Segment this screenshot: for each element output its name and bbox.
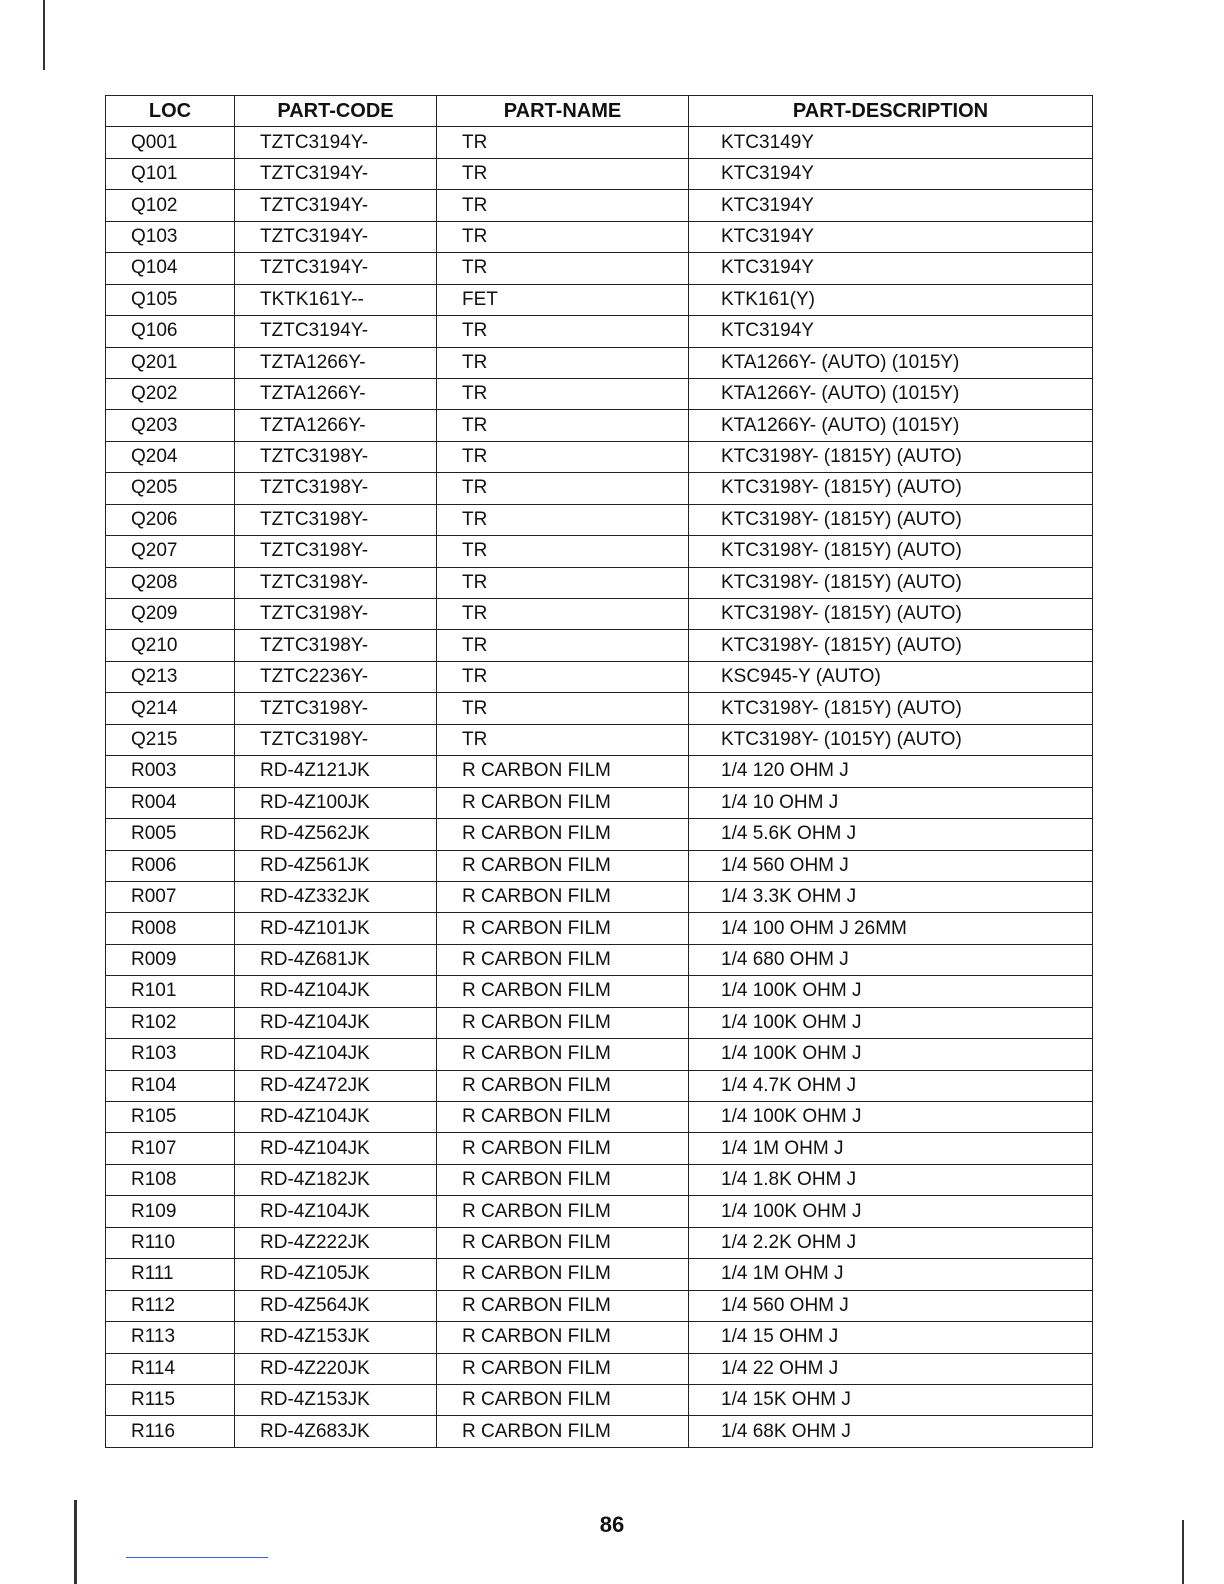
cell-part-description: KTA1266Y- (AUTO) (1015Y) (689, 347, 1093, 378)
cell-part-code: RD-4Z121JK (235, 756, 437, 787)
cell-part-description: 1/4 15 OHM J (689, 1322, 1093, 1353)
cell-part-description: KTC3198Y- (1815Y) (AUTO) (689, 536, 1093, 567)
cell-part-name: TR (437, 378, 689, 409)
cell-part-name: R CARBON FILM (437, 1102, 689, 1133)
cell-part-description: KTC3198Y- (1815Y) (AUTO) (689, 473, 1093, 504)
cell-loc: R113 (106, 1322, 235, 1353)
cell-part-name: TR (437, 504, 689, 535)
header-part-code: PART-CODE (235, 96, 437, 127)
cell-part-description: 1/4 2.2K OHM J (689, 1227, 1093, 1258)
table-row (106, 724, 1093, 755)
cell-part-code: RD-4Z104JK (235, 1039, 437, 1070)
table-row (106, 473, 1093, 504)
table-row (106, 410, 1093, 441)
table-row (106, 158, 1093, 189)
table-row (106, 284, 1093, 315)
cell-loc: Q001 (106, 127, 235, 158)
cell-loc: Q214 (106, 693, 235, 724)
page-number: 86 (599, 1512, 625, 1537)
cell-part-code: TZTC3198Y- (235, 724, 437, 755)
table-row (106, 1102, 1093, 1133)
cell-loc: R109 (106, 1196, 235, 1227)
cell-part-name: TR (437, 441, 689, 472)
cell-loc: Q203 (106, 410, 235, 441)
cell-part-description: 1/4 1M OHM J (689, 1259, 1093, 1290)
cell-loc: Q210 (106, 630, 235, 661)
cell-part-code: RD-4Z472JK (235, 1070, 437, 1101)
cell-loc: R112 (106, 1290, 235, 1321)
table-row (106, 944, 1093, 975)
cell-part-code: RD-4Z182JK (235, 1164, 437, 1195)
cell-part-code: RD-4Z153JK (235, 1384, 437, 1415)
cell-part-name: R CARBON FILM (437, 1227, 689, 1258)
cell-part-description: 1/4 100K OHM J (689, 1102, 1093, 1133)
table-body (106, 127, 1093, 1447)
cell-part-description: 1/4 3.3K OHM J (689, 881, 1093, 912)
cell-part-name: R CARBON FILM (437, 819, 689, 850)
cell-part-name: R CARBON FILM (437, 1259, 689, 1290)
table-row (106, 1070, 1093, 1101)
cell-part-code: TKTK161Y-- (235, 284, 437, 315)
cell-part-description: 1/4 560 OHM J (689, 850, 1093, 881)
cell-loc: R102 (106, 1007, 235, 1038)
table-row (106, 850, 1093, 881)
cell-part-description: 1/4 100K OHM J (689, 1196, 1093, 1227)
cell-part-name: R CARBON FILM (437, 881, 689, 912)
cell-part-name: R CARBON FILM (437, 1290, 689, 1321)
table-row (106, 756, 1093, 787)
table-row (106, 1164, 1093, 1195)
table-row (106, 881, 1093, 912)
cell-loc: R004 (106, 787, 235, 818)
cell-part-description: KTC3198Y- (1815Y) (AUTO) (689, 693, 1093, 724)
cell-part-description: KTC3198Y- (1815Y) (AUTO) (689, 441, 1093, 472)
table-row (106, 1259, 1093, 1290)
cell-part-code: TZTA1266Y- (235, 347, 437, 378)
cell-part-description: 1/4 100K OHM J (689, 976, 1093, 1007)
cell-part-code: TZTC3198Y- (235, 693, 437, 724)
cell-part-description: 1/4 68K OHM J (689, 1416, 1093, 1447)
cell-part-name: R CARBON FILM (437, 1070, 689, 1101)
cell-part-code: TZTC3194Y- (235, 158, 437, 189)
cell-part-code: TZTC3194Y- (235, 316, 437, 347)
cell-part-description: 1/4 100K OHM J (689, 1007, 1093, 1038)
cell-loc: Q206 (106, 504, 235, 535)
cell-loc: R008 (106, 913, 235, 944)
cell-loc: R009 (106, 944, 235, 975)
cell-part-name: R CARBON FILM (437, 1322, 689, 1353)
cell-part-code: TZTC3198Y- (235, 504, 437, 535)
cell-part-name: TR (437, 347, 689, 378)
cell-part-code: TZTC3194Y- (235, 127, 437, 158)
cell-loc: Q105 (106, 284, 235, 315)
cell-loc: R007 (106, 881, 235, 912)
cell-part-name: R CARBON FILM (437, 944, 689, 975)
cell-loc: Q202 (106, 378, 235, 409)
cell-part-description: KTC3198Y- (1015Y) (AUTO) (689, 724, 1093, 755)
parts-list-table (105, 95, 1093, 1448)
cell-part-code: RD-4Z681JK (235, 944, 437, 975)
cell-part-name: TR (437, 536, 689, 567)
cell-part-description: 1/4 1.8K OHM J (689, 1164, 1093, 1195)
cell-part-description: KTC3198Y- (1815Y) (AUTO) (689, 599, 1093, 630)
cell-loc: Q213 (106, 661, 235, 692)
table-row (106, 441, 1093, 472)
table-row (106, 347, 1093, 378)
cell-part-code: TZTC3198Y- (235, 567, 437, 598)
cell-part-name: TR (437, 661, 689, 692)
cell-part-description: KTC3194Y (689, 253, 1093, 284)
cell-loc: R105 (106, 1102, 235, 1133)
cell-part-description: KTC3194Y (689, 221, 1093, 252)
cell-loc: Q201 (106, 347, 235, 378)
table-row (106, 316, 1093, 347)
table-row (106, 1322, 1093, 1353)
cell-part-code: RD-4Z683JK (235, 1416, 437, 1447)
cell-loc: R101 (106, 976, 235, 1007)
cell-loc: R006 (106, 850, 235, 881)
cell-part-name: R CARBON FILM (437, 1353, 689, 1384)
cell-part-description: 1/4 100 OHM J 26MM (689, 913, 1093, 944)
cell-part-name: R CARBON FILM (437, 1039, 689, 1070)
header-part-description: PART-DESCRIPTION (689, 96, 1093, 127)
cell-part-code: TZTC3198Y- (235, 536, 437, 567)
cell-part-name: R CARBON FILM (437, 1164, 689, 1195)
table-row (106, 1133, 1093, 1164)
cell-part-description: 1/4 15K OHM J (689, 1384, 1093, 1415)
cell-part-code: TZTC3198Y- (235, 599, 437, 630)
table-row (106, 1353, 1093, 1384)
cell-part-description: 1/4 680 OHM J (689, 944, 1093, 975)
cell-loc: R003 (106, 756, 235, 787)
cell-part-description: KTC3194Y (689, 316, 1093, 347)
cell-part-code: RD-4Z104JK (235, 1007, 437, 1038)
cell-loc: Q209 (106, 599, 235, 630)
table-row (106, 1039, 1093, 1070)
cell-part-code: RD-4Z104JK (235, 1102, 437, 1133)
table-row (106, 693, 1093, 724)
cell-loc: Q215 (106, 724, 235, 755)
cell-loc: Q103 (106, 221, 235, 252)
cell-part-code: TZTA1266Y- (235, 410, 437, 441)
table-row (106, 504, 1093, 535)
cell-part-name: TR (437, 599, 689, 630)
cell-part-code: RD-4Z564JK (235, 1290, 437, 1321)
cell-part-description: 1/4 560 OHM J (689, 1290, 1093, 1321)
cell-part-description: 1/4 1M OHM J (689, 1133, 1093, 1164)
cell-part-code: TZTC3198Y- (235, 441, 437, 472)
cell-part-description: 1/4 100K OHM J (689, 1039, 1093, 1070)
table-row (106, 1384, 1093, 1415)
table-row (106, 1290, 1093, 1321)
cell-part-description: KTK161(Y) (689, 284, 1093, 315)
cell-loc: Q102 (106, 190, 235, 221)
cell-loc: R103 (106, 1039, 235, 1070)
table-row (106, 1007, 1093, 1038)
table-row (106, 190, 1093, 221)
cell-part-code: TZTC3194Y- (235, 221, 437, 252)
cell-part-code: RD-4Z104JK (235, 1196, 437, 1227)
table-row (106, 1196, 1093, 1227)
cell-part-code: RD-4Z153JK (235, 1322, 437, 1353)
cell-part-code: RD-4Z332JK (235, 881, 437, 912)
cell-part-code: RD-4Z104JK (235, 1133, 437, 1164)
cell-part-name: TR (437, 127, 689, 158)
cell-part-description: KTA1266Y- (AUTO) (1015Y) (689, 378, 1093, 409)
cell-part-name: R CARBON FILM (437, 787, 689, 818)
table-header-row (106, 96, 1093, 127)
cell-part-description: KTC3198Y- (1815Y) (AUTO) (689, 630, 1093, 661)
cell-part-code: RD-4Z562JK (235, 819, 437, 850)
cell-part-name: TR (437, 473, 689, 504)
cell-part-description: 1/4 120 OHM J (689, 756, 1093, 787)
cell-part-description: 1/4 5.6K OHM J (689, 819, 1093, 850)
cell-part-code: RD-4Z105JK (235, 1259, 437, 1290)
cell-part-description: KSC945-Y (AUTO) (689, 661, 1093, 692)
table-row (106, 127, 1093, 158)
table-row (106, 976, 1093, 1007)
cell-loc: R115 (106, 1384, 235, 1415)
cell-part-code: RD-4Z100JK (235, 787, 437, 818)
cell-part-name: R CARBON FILM (437, 1007, 689, 1038)
cell-loc: R116 (106, 1416, 235, 1447)
cell-loc: R111 (106, 1259, 235, 1290)
cell-part-name: R CARBON FILM (437, 1133, 689, 1164)
header-loc: LOC (106, 96, 235, 127)
cell-part-name: FET (437, 284, 689, 315)
cell-part-name: TR (437, 221, 689, 252)
cell-part-name: R CARBON FILM (437, 1416, 689, 1447)
cell-loc: Q106 (106, 316, 235, 347)
table-row (106, 913, 1093, 944)
cell-part-code: TZTC3194Y- (235, 253, 437, 284)
cell-part-description: KTC3149Y (689, 127, 1093, 158)
cell-part-description: KTA1266Y- (AUTO) (1015Y) (689, 410, 1093, 441)
cell-part-name: TR (437, 693, 689, 724)
cell-part-description: KTC3194Y (689, 190, 1093, 221)
cell-loc: R110 (106, 1227, 235, 1258)
cell-part-description: KTC3198Y- (1815Y) (AUTO) (689, 504, 1093, 535)
cell-part-code: RD-4Z101JK (235, 913, 437, 944)
cell-part-name: R CARBON FILM (437, 756, 689, 787)
cell-part-name: TR (437, 253, 689, 284)
cell-part-name: TR (437, 630, 689, 661)
footer-rule (126, 1557, 268, 1558)
table-row (106, 819, 1093, 850)
cell-loc: Q207 (106, 536, 235, 567)
cell-loc: Q104 (106, 253, 235, 284)
table-row (106, 630, 1093, 661)
cell-loc: Q208 (106, 567, 235, 598)
header-part-name: PART-NAME (437, 96, 689, 127)
table-row (106, 536, 1093, 567)
cell-part-name: TR (437, 567, 689, 598)
cell-part-name: TR (437, 190, 689, 221)
table-row (106, 567, 1093, 598)
cell-part-code: TZTC2236Y- (235, 661, 437, 692)
cell-part-code: TZTA1266Y- (235, 378, 437, 409)
cell-part-description: 1/4 22 OHM J (689, 1353, 1093, 1384)
cell-part-name: TR (437, 724, 689, 755)
table-row (106, 253, 1093, 284)
cell-part-code: TZTC3198Y- (235, 473, 437, 504)
cell-part-name: R CARBON FILM (437, 976, 689, 1007)
cell-loc: R108 (106, 1164, 235, 1195)
cell-loc: R104 (106, 1070, 235, 1101)
cell-part-code: RD-4Z561JK (235, 850, 437, 881)
cell-loc: R005 (106, 819, 235, 850)
cell-part-name: TR (437, 316, 689, 347)
cell-loc: Q204 (106, 441, 235, 472)
cell-part-code: TZTC3198Y- (235, 630, 437, 661)
scan-edge-left-top (43, 0, 45, 70)
cell-part-name: TR (437, 158, 689, 189)
table-row (106, 787, 1093, 818)
cell-part-description: 1/4 4.7K OHM J (689, 1070, 1093, 1101)
cell-loc: Q205 (106, 473, 235, 504)
cell-loc: R107 (106, 1133, 235, 1164)
cell-part-name: R CARBON FILM (437, 913, 689, 944)
table-row (106, 661, 1093, 692)
cell-part-description: KTC3194Y (689, 158, 1093, 189)
table-row (106, 599, 1093, 630)
cell-part-name: TR (437, 410, 689, 441)
table-row (106, 1227, 1093, 1258)
cell-part-code: RD-4Z220JK (235, 1353, 437, 1384)
table-row (106, 1416, 1093, 1447)
table-row (106, 378, 1093, 409)
cell-part-description: 1/4 10 OHM J (689, 787, 1093, 818)
cell-part-description: KTC3198Y- (1815Y) (AUTO) (689, 567, 1093, 598)
cell-loc: R114 (106, 1353, 235, 1384)
cell-part-name: R CARBON FILM (437, 1384, 689, 1415)
cell-part-code: RD-4Z222JK (235, 1227, 437, 1258)
cell-loc: Q101 (106, 158, 235, 189)
cell-part-code: TZTC3194Y- (235, 190, 437, 221)
cell-part-code: RD-4Z104JK (235, 976, 437, 1007)
cell-part-name: R CARBON FILM (437, 1196, 689, 1227)
cell-part-name: R CARBON FILM (437, 850, 689, 881)
table-row (106, 221, 1093, 252)
